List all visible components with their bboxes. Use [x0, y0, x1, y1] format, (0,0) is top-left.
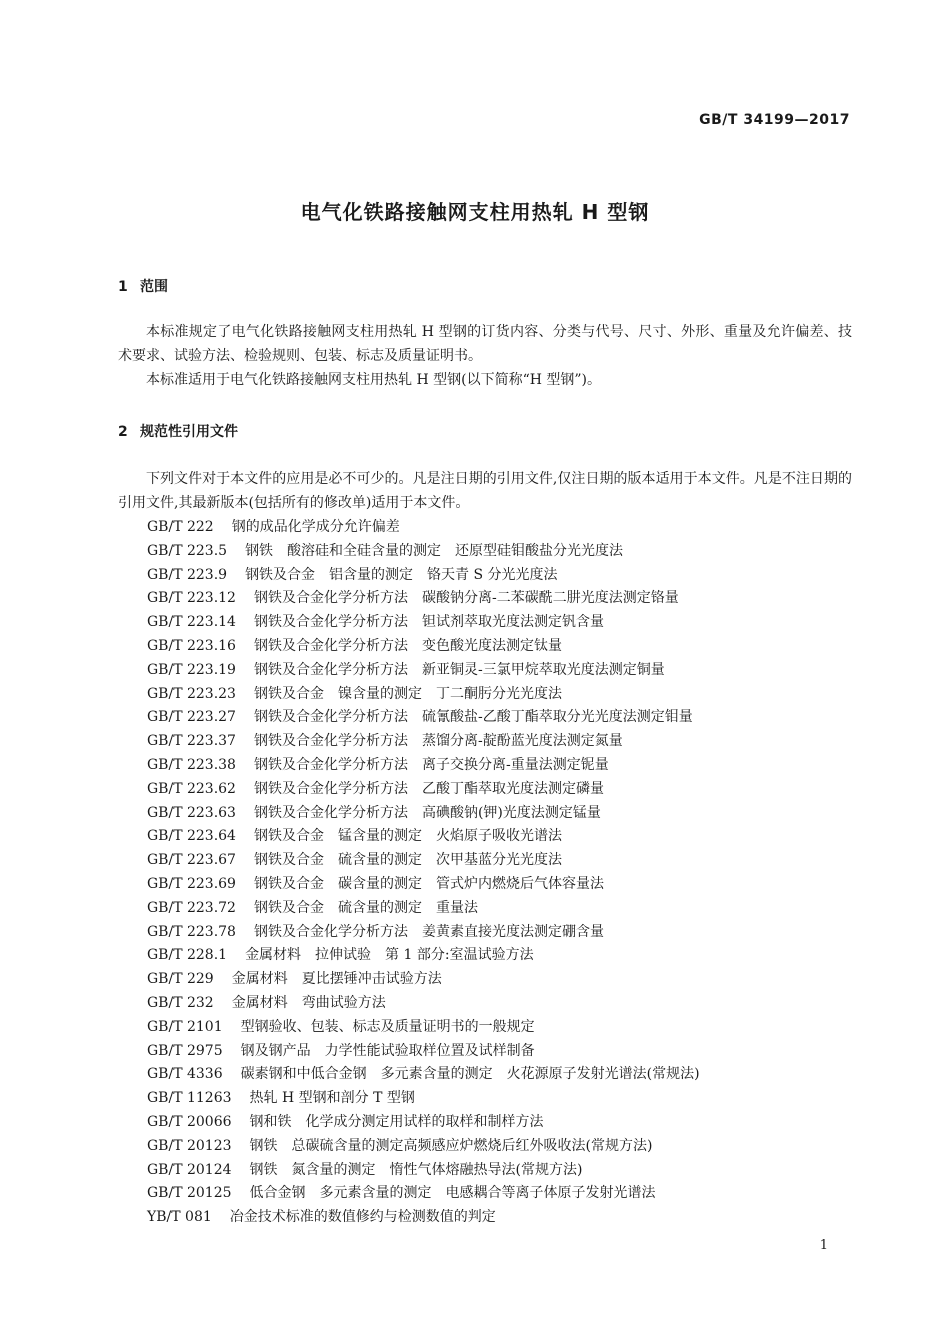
reference-item — [147, 611, 852, 635]
reference-title: 钢铁及合金化学分析方法 乙酸丁酯萃取光度法测定磷量 — [253, 780, 604, 797]
reference-code: GB/T 2101 — [147, 1018, 223, 1035]
reference-code: GB/T 223.5 — [147, 542, 228, 559]
reference-item — [147, 1040, 852, 1064]
reference-code: GB/T 20066 — [147, 1113, 232, 1130]
reference-code: GB/T 223.12 — [147, 590, 236, 607]
reference-title: 钢和铁 化学成分测定用试样的取样和制样方法 — [249, 1113, 544, 1130]
reference-item — [147, 1182, 852, 1206]
reference-item — [147, 706, 852, 730]
reference-code: GB/T 20123 — [147, 1137, 232, 1154]
reference-item — [147, 1206, 852, 1230]
reference-code: GB/T 222 — [147, 519, 214, 535]
reference-code: GB/T 223.63 — [147, 804, 236, 821]
reference-item — [147, 897, 852, 921]
reference-title: 钢铁及合金化学分析方法 姜黄素直接光度法测定硼含量 — [253, 923, 604, 940]
document-title: 电气化铁路接触网支柱用热轧 H 型钢 — [300, 200, 650, 224]
reference-code: YB/T 081 — [147, 1209, 212, 1226]
reference-code: GB/T 4336 — [147, 1066, 223, 1083]
reference-item — [147, 825, 852, 849]
references-intro-paragraph: 下列文件对于本文件的应用是必不可少的。凡是注日期的引用文件,仅注日期的版本适用于本文件。凡是不注日期的引用文件,其最新版本(包括所有的修改单)适用于本文件。 — [118, 471, 852, 511]
reference-item — [147, 540, 852, 564]
reference-item — [147, 1063, 852, 1087]
reference-item — [147, 1016, 852, 1040]
reference-title: 钢铁及合金 铝含量的测定 铬天青 S 分光光度法 — [245, 566, 558, 583]
reference-title: 钢铁及合金化学分析方法 硫氰酸盐-乙酸丁酯萃取分光光度法测定钼量 — [253, 709, 693, 726]
reference-item — [147, 516, 852, 540]
reference-title: 钢的成品化学成分允许偏差 — [231, 519, 400, 535]
reference-list — [147, 516, 852, 1230]
reference-title: 钢铁及合金化学分析方法 蒸馏分离-靛酚蓝光度法测定氮量 — [253, 733, 623, 750]
reference-title: 金属材料 拉伸试验 第 1 部分:室温试验方法 — [245, 947, 534, 964]
page-number: 1 — [819, 1238, 828, 1253]
reference-title: 钢铁及合金 碳含量的测定 管式炉内燃烧后气体容量法 — [253, 875, 604, 892]
reference-item — [147, 1111, 852, 1135]
reference-code: GB/T 232 — [147, 994, 214, 1011]
reference-item — [147, 683, 852, 707]
section-number: 2 — [118, 424, 128, 440]
reference-item — [147, 873, 852, 897]
reference-item — [147, 968, 852, 992]
reference-code: GB/T 223.69 — [147, 875, 236, 892]
reference-title: 金属材料 夏比摆锤冲击试验方法 — [231, 971, 442, 988]
reference-code: GB/T 223.19 — [147, 661, 236, 678]
reference-title: 金属材料 弯曲试验方法 — [231, 994, 386, 1011]
reference-item — [147, 921, 852, 945]
reference-item — [147, 730, 852, 754]
reference-item — [147, 992, 852, 1016]
reference-title: 钢铁 总碳硫含量的测定高频感应炉燃烧后红外吸收法(常规方法) — [249, 1137, 653, 1154]
reference-code: GB/T 223.23 — [147, 685, 236, 702]
reference-item — [147, 754, 852, 778]
reference-code: GB/T 11263 — [147, 1090, 232, 1107]
reference-title: 钢铁 氮含量的测定 惰性气体熔融热导法(常规方法) — [249, 1161, 583, 1178]
reference-code: GB/T 223.16 — [147, 637, 236, 654]
reference-title: 钢铁及合金化学分析方法 高碘酸钠(钾)光度法测定锰量 — [253, 804, 601, 821]
reference-item — [147, 1159, 852, 1183]
reference-item — [147, 944, 852, 968]
reference-item — [147, 778, 852, 802]
reference-item — [147, 635, 852, 659]
reference-code: GB/T 223.14 — [147, 614, 236, 631]
reference-title: 钢铁及合金 硫含量的测定 次甲基蓝分光光度法 — [253, 852, 562, 869]
section-title: 范围 — [140, 279, 168, 295]
reference-title: 钢及钢产品 力学性能试验取样位置及试样制备 — [240, 1042, 535, 1059]
reference-title: 钢铁及合金 锰含量的测定 火焰原子吸收光谱法 — [253, 828, 562, 845]
reference-title: 碳素钢和中低合金钢 多元素含量的测定 火花源原子发射光谱法(常规法) — [240, 1066, 700, 1083]
reference-item — [147, 802, 852, 826]
reference-title: 钢铁及合金化学分析方法 新亚铜灵-三氯甲烷萃取光度法测定铜量 — [253, 661, 665, 678]
scope-paragraph: 本标准规定了电气化铁路接触网支柱用热轧 H 型钢的订货内容、分类与代号、尺寸、外形、重量及允许偏差、技术要求、试验方法、检验规则、包装、标志及质量证明书。 — [118, 324, 852, 364]
reference-code: GB/T 223.64 — [147, 828, 236, 845]
reference-code: GB/T 223.72 — [147, 899, 236, 916]
reference-code: GB/T 2975 — [147, 1042, 223, 1059]
reference-item — [147, 849, 852, 873]
reference-item — [147, 1087, 852, 1111]
reference-code: GB/T 223.27 — [147, 709, 236, 726]
reference-title: 钢铁及合金化学分析方法 变色酸光度法测定钛量 — [253, 637, 562, 654]
reference-code: GB/T 223.62 — [147, 780, 236, 797]
reference-code: GB/T 223.9 — [147, 566, 228, 583]
standard-code: GB/T 34199—2017 — [699, 112, 850, 128]
section-heading-scope — [118, 276, 168, 296]
reference-item — [147, 1135, 852, 1159]
scope-paragraph: 本标准适用于电气化铁路接触网支柱用热轧 H 型钢(以下简称“H 型钢”)。 — [146, 372, 602, 388]
section-title: 规范性引用文件 — [140, 424, 238, 440]
section-number: 1 — [118, 279, 128, 295]
reference-title: 钢铁及合金 镍含量的测定 丁二酮肟分光光度法 — [253, 685, 562, 702]
reference-code: GB/T 228.1 — [147, 947, 228, 964]
reference-code: GB/T 20125 — [147, 1185, 232, 1202]
reference-title: 冶金技术标准的数值修约与检测数值的判定 — [229, 1209, 496, 1226]
reference-item — [147, 564, 852, 588]
reference-code: GB/T 223.78 — [147, 923, 236, 940]
reference-code: GB/T 223.37 — [147, 733, 236, 750]
reference-title: 热轧 H 型钢和剖分 T 型钢 — [249, 1090, 415, 1107]
reference-title: 钢铁及合金化学分析方法 碳酸钠分离-二苯碳酰二肼光度法测定铬量 — [253, 590, 679, 607]
reference-title: 型钢验收、包装、标志及质量证明书的一般规定 — [240, 1018, 535, 1035]
reference-title: 低合金钢 多元素含量的测定 电感耦合等离子体原子发射光谱法 — [249, 1185, 656, 1202]
reference-code: GB/T 223.38 — [147, 756, 236, 773]
reference-title: 钢铁及合金 硫含量的测定 重量法 — [253, 899, 478, 916]
reference-title: 钢铁及合金化学分析方法 离子交换分离-重量法测定铌量 — [253, 756, 609, 773]
reference-item — [147, 659, 852, 683]
reference-item — [147, 587, 852, 611]
reference-code: GB/T 229 — [147, 971, 214, 988]
reference-title: 钢铁及合金化学分析方法 钽试剂萃取光度法测定钒含量 — [253, 614, 604, 631]
reference-title: 钢铁 酸溶硅和全硅含量的测定 还原型硅钼酸盐分光光度法 — [245, 542, 624, 559]
reference-code: GB/T 223.67 — [147, 852, 236, 869]
reference-code: GB/T 20124 — [147, 1161, 232, 1178]
section-heading-normative-references — [118, 421, 238, 441]
